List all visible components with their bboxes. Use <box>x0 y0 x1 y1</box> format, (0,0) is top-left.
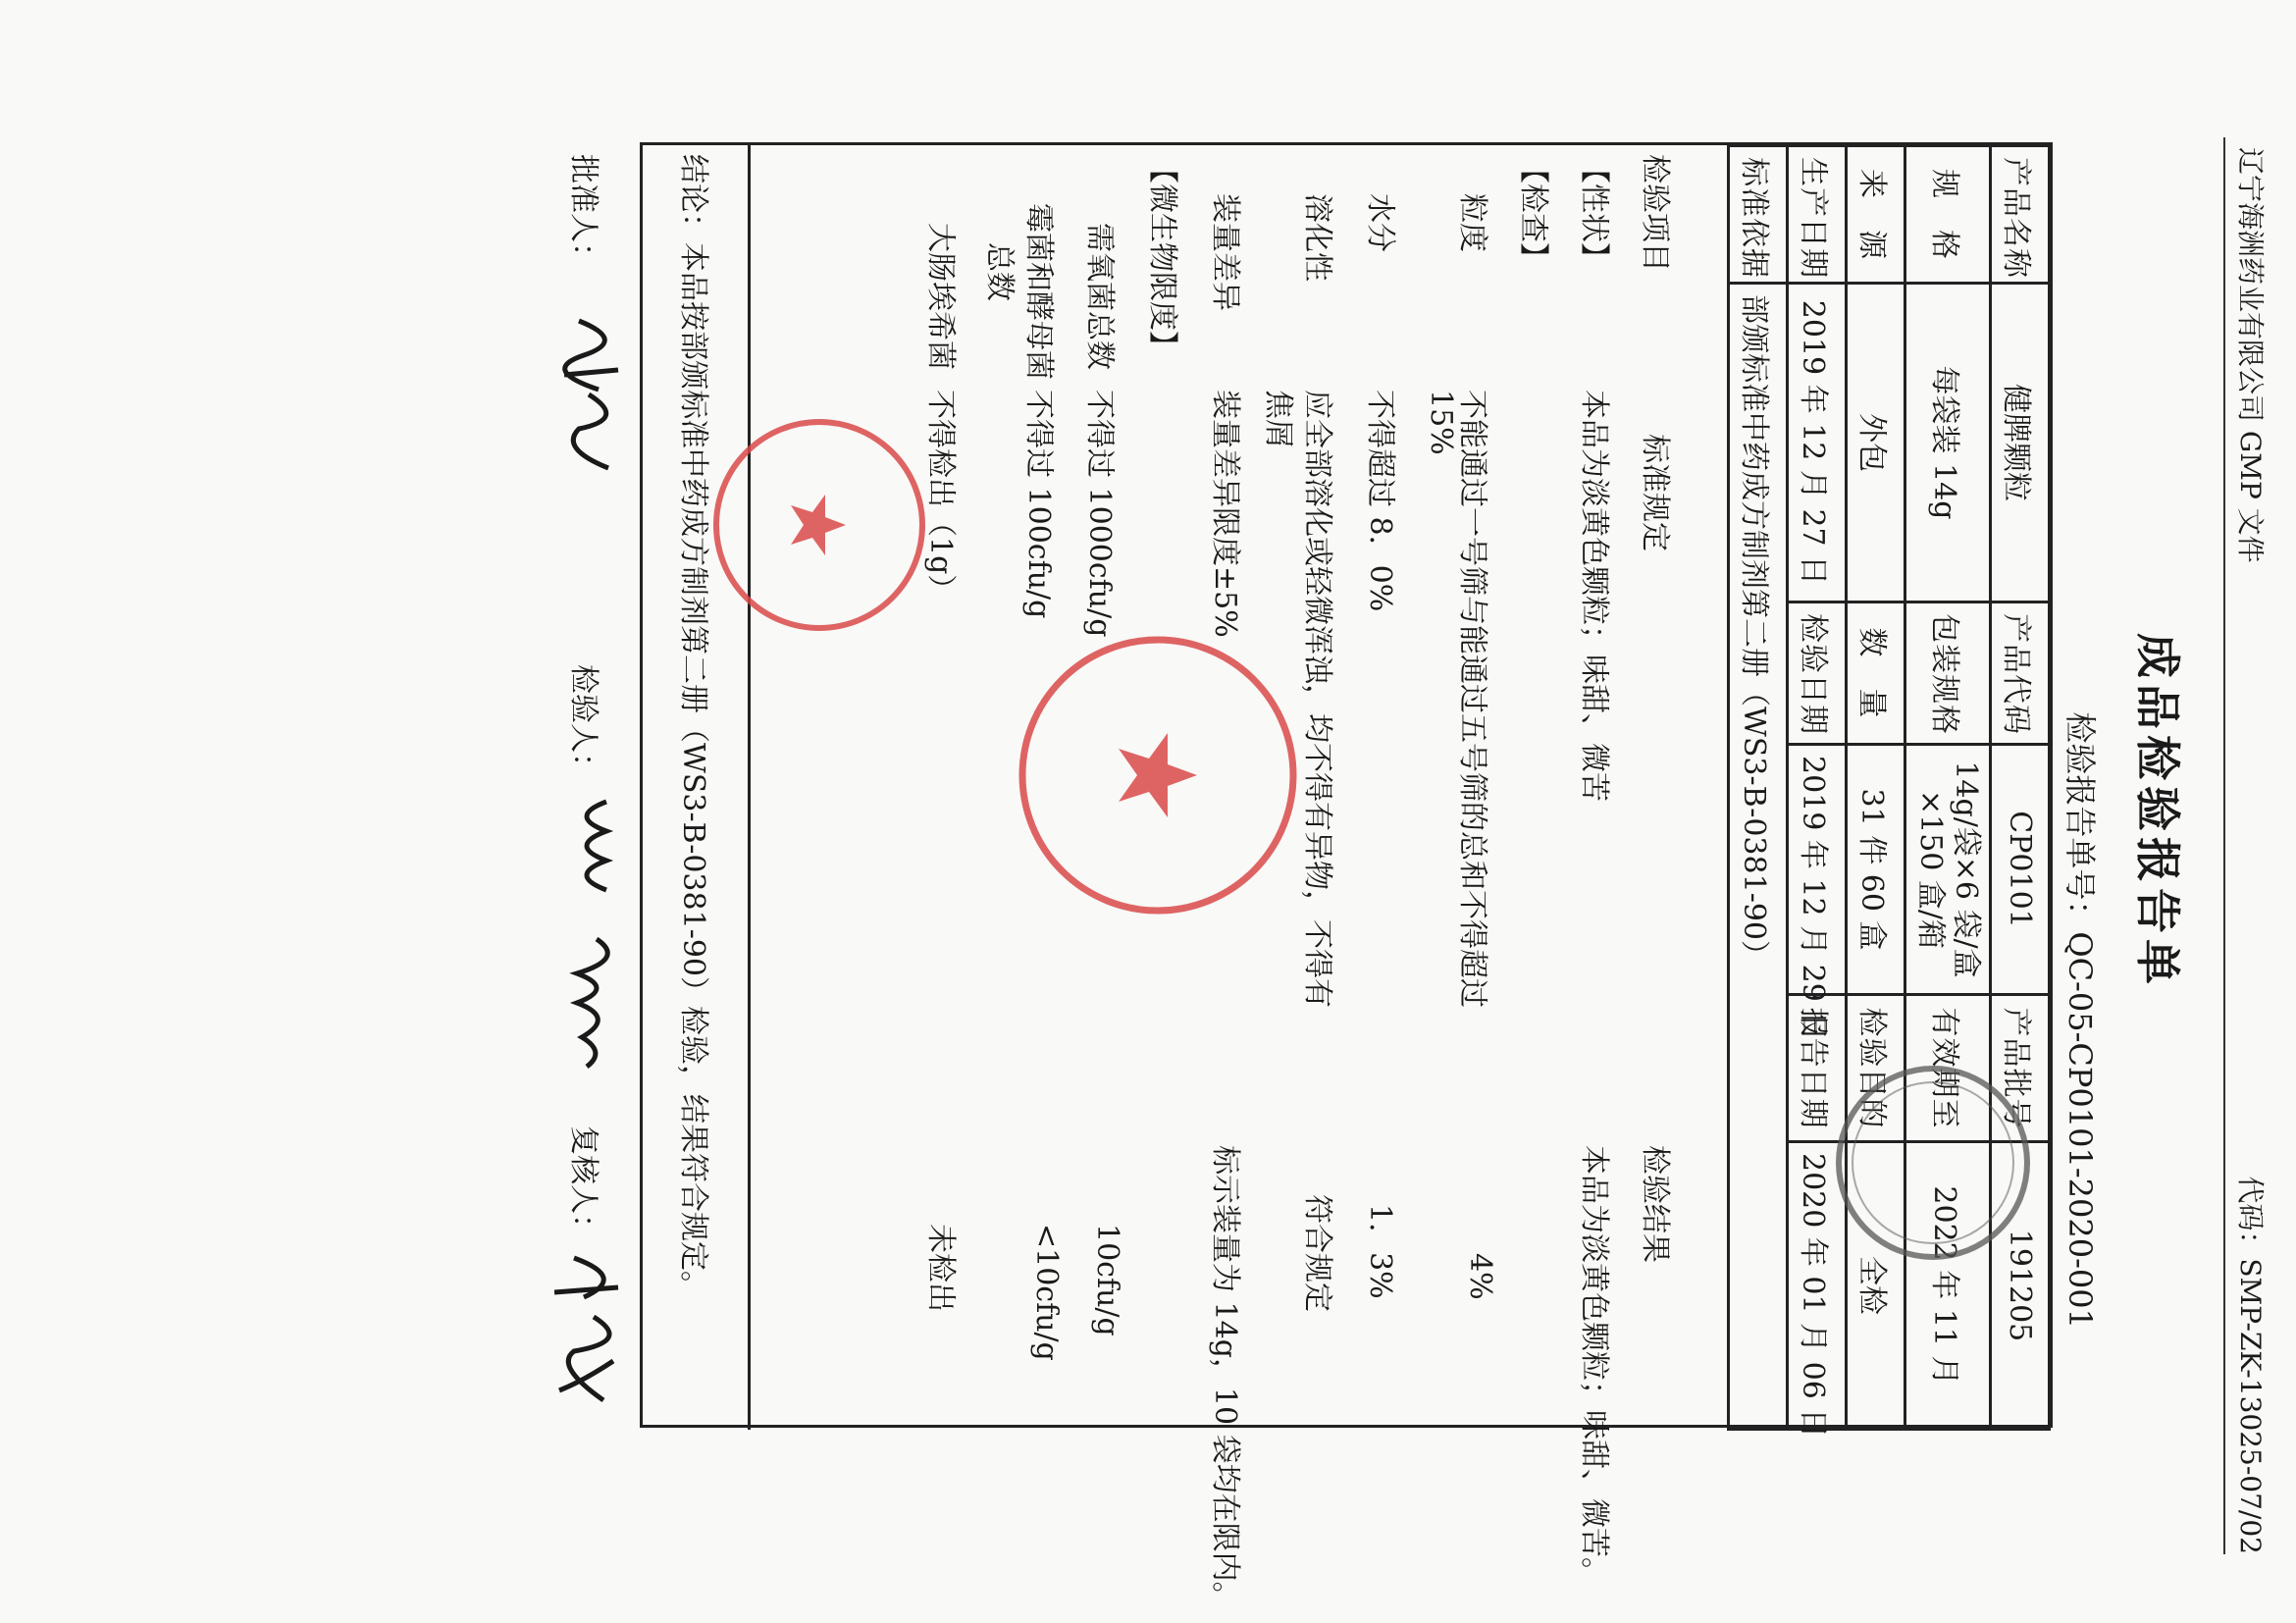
mold-result: <10cfu/g <box>1029 1224 1064 1361</box>
granularity-spec-line-2: 15% <box>1424 390 1458 455</box>
solubility-spec-line-1: 应全部溶化或轻微浑浊，均不得有异物，不得有 <box>1300 390 1334 1008</box>
column-spec: 标准规定 <box>1638 434 1672 551</box>
page-title: 成品检验报告单 <box>2131 633 2184 990</box>
ecoli-spec: 不得检出（1g） <box>923 390 958 604</box>
quantity-value: 31 件 60 盒 <box>1847 745 1905 995</box>
conclusion-area <box>640 144 751 1430</box>
standard-label: 标准依据 <box>1729 146 1788 284</box>
report-number: 检验报告单号：QC-05-CP0101-2020-001 <box>2061 711 2099 1329</box>
fill-item: 装量差异 <box>1208 193 1242 311</box>
character-spec: 本品为淡黄色颗粒；味甜、微苦 <box>1577 390 1611 802</box>
package-value <box>1905 745 1991 995</box>
standard-value: 部颁标准中药成方制剂第二册（WS3-B-0381-90） <box>1729 284 1788 1430</box>
package-label: 包装规格 <box>1905 602 1991 745</box>
production-date-label: 生产日期 <box>1788 146 1847 284</box>
solubility-result: 符合规定 <box>1300 1194 1334 1312</box>
red-inspection-stamp <box>706 412 932 638</box>
source-value: 外包 <box>1847 284 1905 602</box>
inspector-label: 检验人： <box>566 664 600 782</box>
signature-area <box>334 144 628 1430</box>
approver-label: 批准人： <box>566 154 600 272</box>
quantity-label: 数 量 <box>1847 602 1905 745</box>
expiry-label: 有效期至 <box>1905 995 1991 1142</box>
batch-number: 191205 <box>1991 1142 2050 1430</box>
moisture-item: 水分 <box>1363 193 1397 252</box>
mold-item-line-2: 总数 <box>982 242 1017 301</box>
reviewer-label: 复核人： <box>566 1126 600 1243</box>
mold-spec: 不得过 100cfu/g <box>1021 390 1056 619</box>
product-name-label: 产品名称 <box>1991 146 2050 284</box>
package-line-2: ×150 盒/箱 <box>1913 789 1948 950</box>
package-line-1: 14g/袋×6 袋/盒 <box>1949 760 1983 978</box>
section-micro: 【微生物限度】 <box>1145 154 1179 360</box>
section-character: 【性状】 <box>1577 154 1611 272</box>
aerobic-item: 需氧菌总数 <box>1082 223 1117 370</box>
fill-result: 标示装量为 14g，10 袋均在限内。 <box>1208 1145 1242 1611</box>
character-result: 本品为淡黄色颗粒；味甜、微苦。 <box>1577 1145 1611 1587</box>
production-date: 2019 年 12 月 27 日 <box>1788 284 1847 602</box>
solubility-item: 溶化性 <box>1300 193 1334 282</box>
ecoli-result: 未检出 <box>923 1224 958 1312</box>
aerobic-spec: 不得过 1000cfu/g <box>1082 390 1117 638</box>
column-result: 检验结果 <box>1638 1145 1672 1263</box>
granularity-item: 粒度 <box>1455 193 1489 252</box>
inspector-signature <box>548 792 636 1076</box>
inspection-date-label: 检验日期 <box>1788 602 1847 745</box>
granularity-spec-line-1: 不能通过一号筛与能通过五号筛的总和不得超过 <box>1455 390 1489 1008</box>
header-rule <box>2223 137 2225 1554</box>
inspection-date: 2019 年 12 月 29 日 <box>1788 745 1847 995</box>
company-header: 辽宁海洲药业有限公司 GMP 文件 <box>2234 147 2267 563</box>
batch-label: 产品批号 <box>1991 995 2050 1142</box>
product-code-label: 产品代码 <box>1991 602 2050 745</box>
purpose-value: 全检 <box>1847 1142 1905 1430</box>
approver-signature <box>549 311 638 478</box>
document-code: 代码：SMP-ZK-13025-07/02 <box>2234 1176 2267 1554</box>
report-date: 2020 年 01 月 06 日 <box>1788 1142 1847 1430</box>
purpose-label: 检验目的 <box>1847 995 1905 1142</box>
product-code: CP0101 <box>1991 745 2050 995</box>
product-name: 健脾颗粒 <box>1991 284 2050 602</box>
solubility-spec-line-2: 焦屑 <box>1261 390 1295 448</box>
expiry-value: 2022 年 11 月 <box>1905 1142 1991 1430</box>
mold-item-line-1: 霉菌和酵母菌 <box>1021 203 1056 380</box>
granularity-result: 4% <box>1463 1253 1497 1300</box>
column-item: 检验项目 <box>1638 154 1672 272</box>
spec-value: 每袋装 14g <box>1905 284 1991 602</box>
reviewer-signature <box>545 1243 643 1410</box>
gray-inspection-stamp <box>1830 1060 2036 1266</box>
red-quality-stamp <box>1011 628 1305 922</box>
source-label: 来 源 <box>1847 146 1905 284</box>
report-date-label: 报告日期 <box>1788 995 1847 1142</box>
fill-spec: 装量差异限度±5% <box>1208 390 1242 638</box>
spec-label: 规 格 <box>1905 146 1991 284</box>
aerobic-result: 10cfu/g <box>1090 1224 1124 1336</box>
moisture-spec: 不得超过 8．0% <box>1363 390 1397 612</box>
moisture-result: 1．3% <box>1363 1204 1397 1299</box>
ecoli-item: 大肠埃希菌 <box>923 223 958 370</box>
conclusion-text: 结论：本品按部颁标准中药成方制剂第二册（WS3-B-0381-90）检验，结果符合规定。 <box>676 154 710 1301</box>
table-row <box>1729 146 1788 1430</box>
section-check: 【检查】 <box>1516 154 1550 272</box>
